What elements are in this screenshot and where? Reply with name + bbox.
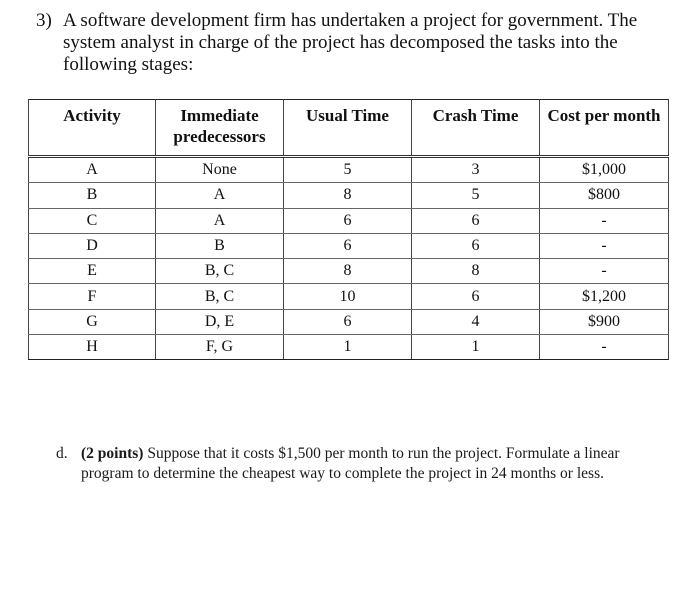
cell-usual-time: 8 bbox=[284, 183, 412, 208]
cell-usual-time: 1 bbox=[284, 335, 412, 360]
cell-usual-time: 5 bbox=[284, 157, 412, 183]
cell-predecessors: B, C bbox=[156, 259, 284, 284]
cell-usual-time: 6 bbox=[284, 233, 412, 258]
cell-activity: B bbox=[29, 183, 156, 208]
cell-cost: - bbox=[540, 259, 669, 284]
cell-crash-time: 8 bbox=[412, 259, 540, 284]
question-number: 3) bbox=[36, 10, 52, 31]
header-crash-time: Crash Time bbox=[412, 100, 540, 157]
cell-crash-time: 3 bbox=[412, 157, 540, 183]
cell-usual-time: 6 bbox=[284, 309, 412, 334]
cell-predecessors: A bbox=[156, 208, 284, 233]
cell-cost: $900 bbox=[540, 309, 669, 334]
cell-cost: $1,000 bbox=[540, 157, 669, 183]
cell-activity: C bbox=[29, 208, 156, 233]
cell-crash-time: 6 bbox=[412, 284, 540, 309]
table-row bbox=[29, 183, 669, 208]
table-row bbox=[29, 157, 669, 183]
cell-predecessors: D, E bbox=[156, 309, 284, 334]
part-d-body bbox=[81, 444, 666, 484]
cell-activity: A bbox=[29, 157, 156, 183]
question-3 bbox=[36, 10, 666, 76]
cell-usual-time: 10 bbox=[284, 284, 412, 309]
question-text: A software development firm has undertaken a project for government. The system analyst in charge of the project has decomposed the tasks into the following stages: bbox=[63, 10, 638, 75]
cell-crash-time: 6 bbox=[412, 233, 540, 258]
cell-predecessors: None bbox=[156, 157, 284, 183]
cell-predecessors: F, G bbox=[156, 335, 284, 360]
cell-activity: D bbox=[29, 233, 156, 258]
header-activity: Activity bbox=[29, 100, 156, 157]
cell-cost: $1,200 bbox=[540, 284, 669, 309]
cell-predecessors: A bbox=[156, 183, 284, 208]
cell-predecessors: B, C bbox=[156, 284, 284, 309]
cell-cost: - bbox=[540, 233, 669, 258]
cell-activity: F bbox=[29, 284, 156, 309]
table-row bbox=[29, 233, 669, 258]
table-row bbox=[29, 284, 669, 309]
header-cost-per-month: Cost per month bbox=[540, 100, 669, 157]
cell-crash-time: 5 bbox=[412, 183, 540, 208]
cell-usual-time: 6 bbox=[284, 208, 412, 233]
cell-activity: G bbox=[29, 309, 156, 334]
header-usual-time: Usual Time bbox=[284, 100, 412, 157]
cell-activity: H bbox=[29, 335, 156, 360]
table-header-row bbox=[29, 100, 669, 157]
header-immediate-predecessors: Immediate predecessors bbox=[156, 100, 284, 157]
activity-table-container bbox=[28, 99, 669, 360]
table-row bbox=[29, 309, 669, 334]
part-d-label: d. bbox=[56, 445, 68, 462]
cell-crash-time: 6 bbox=[412, 208, 540, 233]
table-row bbox=[29, 335, 669, 360]
cell-crash-time: 4 bbox=[412, 309, 540, 334]
cell-crash-time: 1 bbox=[412, 335, 540, 360]
part-d-points: (2 points) bbox=[81, 445, 144, 462]
cell-cost: - bbox=[540, 335, 669, 360]
activity-table bbox=[28, 99, 669, 360]
cell-usual-time: 8 bbox=[284, 259, 412, 284]
cell-predecessors: B bbox=[156, 233, 284, 258]
table-row bbox=[29, 259, 669, 284]
cell-cost: $800 bbox=[540, 183, 669, 208]
cell-cost: - bbox=[540, 208, 669, 233]
part-d-text: Suppose that it costs $1,500 per month to run the project. Formulate a linear program to determine the cheapest way to complete the project in 24 months or less. bbox=[81, 445, 620, 482]
cell-activity: E bbox=[29, 259, 156, 284]
table-row bbox=[29, 208, 669, 233]
part-d bbox=[56, 444, 666, 484]
